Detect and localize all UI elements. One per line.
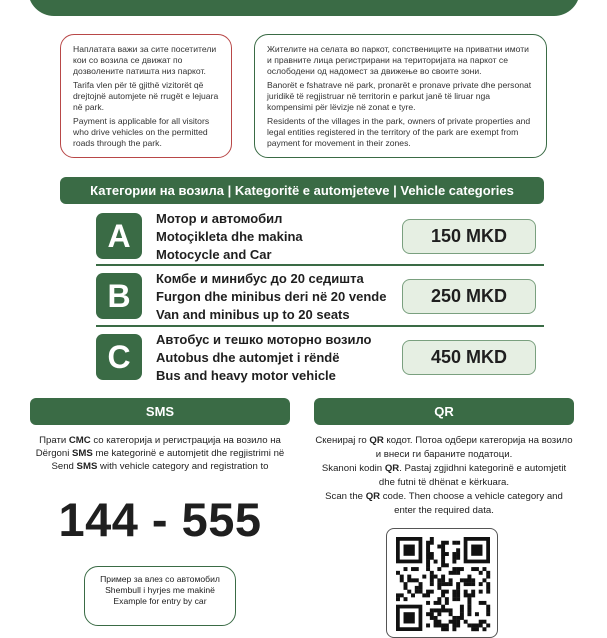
sms-instruction-sq: Dërgoni SMS me kategorinë e automjetit dhe regjistrimi në bbox=[35, 448, 285, 459]
exemption-note-en: Residents of the villages in the park, owners of private properties and legal entities registered in the territory of the park are exempt from payment for movement in their zones. bbox=[267, 116, 531, 148]
sms-example-mk: Пример за влез со автомобил bbox=[100, 574, 220, 584]
category-row-b bbox=[96, 270, 544, 326]
category-price: 250 MKD bbox=[402, 279, 536, 314]
category-line-en: Van and minibus up to 20 seats bbox=[156, 307, 350, 322]
qr-instruction-mk: Скенирај го QR кодот. Потоа одбери категорија на возило и внеси ги бараните податоци. bbox=[315, 435, 573, 460]
exemption-note-sq: Banorët e fshatrave në park, pronarët e pronave private dhe personat juridikë të regjistruar në territorin e parkut janë të liruar nga kompensimi për lëvizje në zonat e tyre. bbox=[267, 80, 532, 112]
category-divider bbox=[96, 264, 544, 266]
sms-instruction-en: Send SMS with vehicle category and registration to bbox=[51, 461, 269, 472]
category-divider bbox=[96, 325, 544, 327]
qr-instructions bbox=[314, 434, 574, 518]
sms-example-en: Example for entry by car bbox=[113, 596, 207, 606]
sms-example-sq: Shembull i hyrjes me makinë bbox=[105, 585, 215, 595]
category-price: 150 MKD bbox=[402, 219, 536, 254]
category-line-sq: Motoçikleta dhe makina bbox=[156, 229, 303, 244]
qr-code-icon bbox=[396, 537, 490, 631]
qr-instruction-sq: Skanoni kodin QR. Pastaj zgjidhni kategorinë e automjetit dhe futni të dhënat e kërkuara. bbox=[321, 463, 567, 488]
top-banner bbox=[28, 0, 580, 16]
category-row-a bbox=[96, 210, 544, 266]
category-line-mk: Мотор и автомобил bbox=[156, 211, 283, 226]
category-row-c bbox=[96, 331, 544, 387]
payment-note bbox=[60, 34, 232, 158]
payment-note-sq: Tarifa vlen për të gjithë vizitorët që drejtojnë automjete në rrugët e lejuara në park. bbox=[73, 80, 219, 112]
payment-note-en: Payment is applicable for all visitors who drive vehicles on the permitted roads through the park. bbox=[73, 116, 210, 148]
category-line-sq: Furgon dhe minibus deri në 20 vende bbox=[156, 289, 387, 304]
payment-note-mk: Наплатата важи за сите посетители кои со возила се движат по дозволените патишта низ паркот. bbox=[73, 44, 217, 76]
category-line-en: Bus and heavy motor vehicle bbox=[156, 368, 336, 383]
category-line-sq: Autobus dhe automjet i rëndë bbox=[156, 350, 340, 365]
categories-header: Категории на возила | Kategoritë e automjeteve | Vehicle categories bbox=[60, 177, 544, 204]
qr-panel-header: QR bbox=[314, 398, 574, 425]
category-description bbox=[156, 270, 386, 324]
category-letter: C bbox=[96, 334, 142, 380]
category-line-mk: Автобус и тешко моторно возило bbox=[156, 332, 372, 347]
sms-instructions bbox=[30, 434, 290, 473]
exemption-note bbox=[254, 34, 547, 158]
sms-instruction-mk: Прати СМС со категорија и регистрација на возило на bbox=[39, 435, 281, 446]
exemption-note-mk: Жителите на селата во паркот, сопствениците на приватни имоти и правните лица регистрирани на територијата на паркот се ослободени од надомест за движење во своите зони. bbox=[267, 44, 529, 76]
qr-code-frame[interactable] bbox=[386, 528, 498, 638]
qr-instruction-en: Scan the QR code. Then choose a vehicle category and enter the required data. bbox=[325, 491, 563, 516]
category-price: 450 MKD bbox=[402, 340, 536, 375]
category-letter: B bbox=[96, 273, 142, 319]
category-letter: A bbox=[96, 213, 142, 259]
category-line-mk: Комбе и минибус до 20 седишта bbox=[156, 271, 364, 286]
category-description bbox=[156, 331, 372, 385]
sms-panel-header: SMS bbox=[30, 398, 290, 425]
category-description bbox=[156, 210, 303, 264]
sms-number: 144 - 555 bbox=[58, 493, 262, 546]
category-line-en: Motocycle and Car bbox=[156, 247, 272, 262]
sms-example-box bbox=[84, 566, 236, 626]
